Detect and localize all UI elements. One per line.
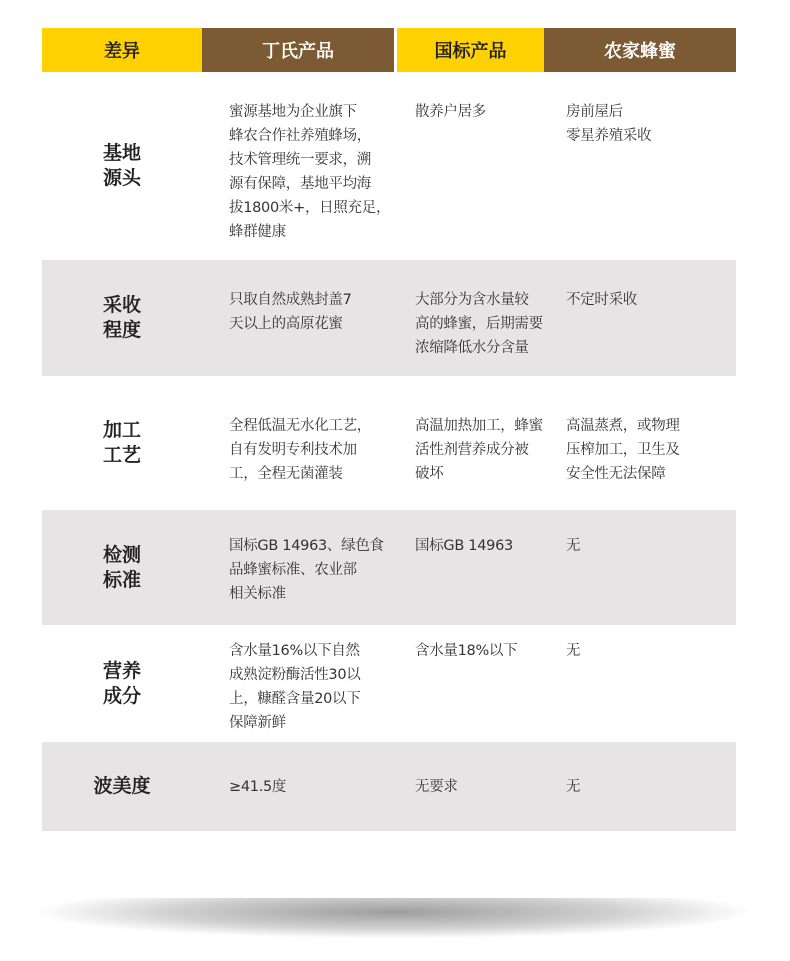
table-row bbox=[42, 742, 736, 831]
row-label: 基地 源头 bbox=[102, 142, 141, 189]
nongjia-cell: 房前屋后 零星养殖采收 bbox=[566, 104, 652, 144]
guobiao-cell: 含水量18%以下 bbox=[415, 643, 518, 659]
row-label: 加工 工艺 bbox=[102, 419, 141, 466]
nongjia-cell: 无 bbox=[566, 538, 581, 554]
table-row bbox=[42, 72, 736, 260]
nongjia-cell: 无 bbox=[566, 643, 581, 659]
ding-cell: 蜜源基地为企业旗下 蜂农合作社养殖蜂场， 技术管理统一要求，溯 源有保障，基地平均海 拔1800米+，日照充足， 蜂群健康 bbox=[229, 104, 391, 240]
header-farm-honey: 农家蜂蜜 bbox=[544, 28, 736, 72]
guobiao-cell: 大部分为含水量较 高的蜂蜜，后期需要 浓缩降低水分含量 bbox=[415, 292, 543, 356]
header-ding-product: 丁氏产品 bbox=[202, 28, 394, 72]
guobiao-cell: 高温加热加工，蜂蜜 活性剂营养成分被 破坏 bbox=[415, 418, 543, 482]
table-row bbox=[42, 625, 736, 742]
nongjia-cell: 无 bbox=[566, 778, 581, 795]
guobiao-cell: 国标GB 14963 bbox=[415, 538, 513, 554]
guobiao-cell: 无要求 bbox=[415, 778, 458, 795]
table-row bbox=[42, 376, 736, 510]
row-label: 波美度 bbox=[93, 775, 151, 797]
table-row bbox=[42, 510, 736, 625]
ding-cell: 含水量16%以下自然 成熟淀粉酶活性30以 上，糠醛含量20以下 保障新鲜 bbox=[229, 643, 361, 731]
comparison-table bbox=[42, 28, 736, 831]
bottom-shadow bbox=[40, 898, 748, 938]
header-national-standard-product: 国标产品 bbox=[394, 28, 544, 72]
table-row bbox=[42, 260, 736, 376]
guobiao-cell: 散养户居多 bbox=[415, 104, 486, 120]
ding-cell: ≥41.5度 bbox=[229, 778, 287, 795]
ding-cell: 全程低温无水化工艺， 自有发明专利技术加 工，全程无菌灌装 bbox=[229, 418, 371, 482]
ding-cell: 只取自然成熟封盖7 天以上的高原花蜜 bbox=[229, 292, 352, 332]
nongjia-cell: 高温蒸煮，或物理 压榨加工，卫生及 安全性无法保障 bbox=[566, 418, 680, 482]
nongjia-cell: 不定时采收 bbox=[566, 292, 637, 308]
header-difference: 差异 bbox=[42, 28, 202, 72]
ding-cell: 国标GB 14963、绿色食 品蜂蜜标准、农业部 相关标准 bbox=[229, 538, 384, 602]
table-header bbox=[42, 28, 736, 72]
row-label: 营养 成分 bbox=[102, 659, 141, 707]
row-label: 采收 程度 bbox=[102, 294, 141, 341]
row-label: 检测 标准 bbox=[102, 543, 141, 591]
